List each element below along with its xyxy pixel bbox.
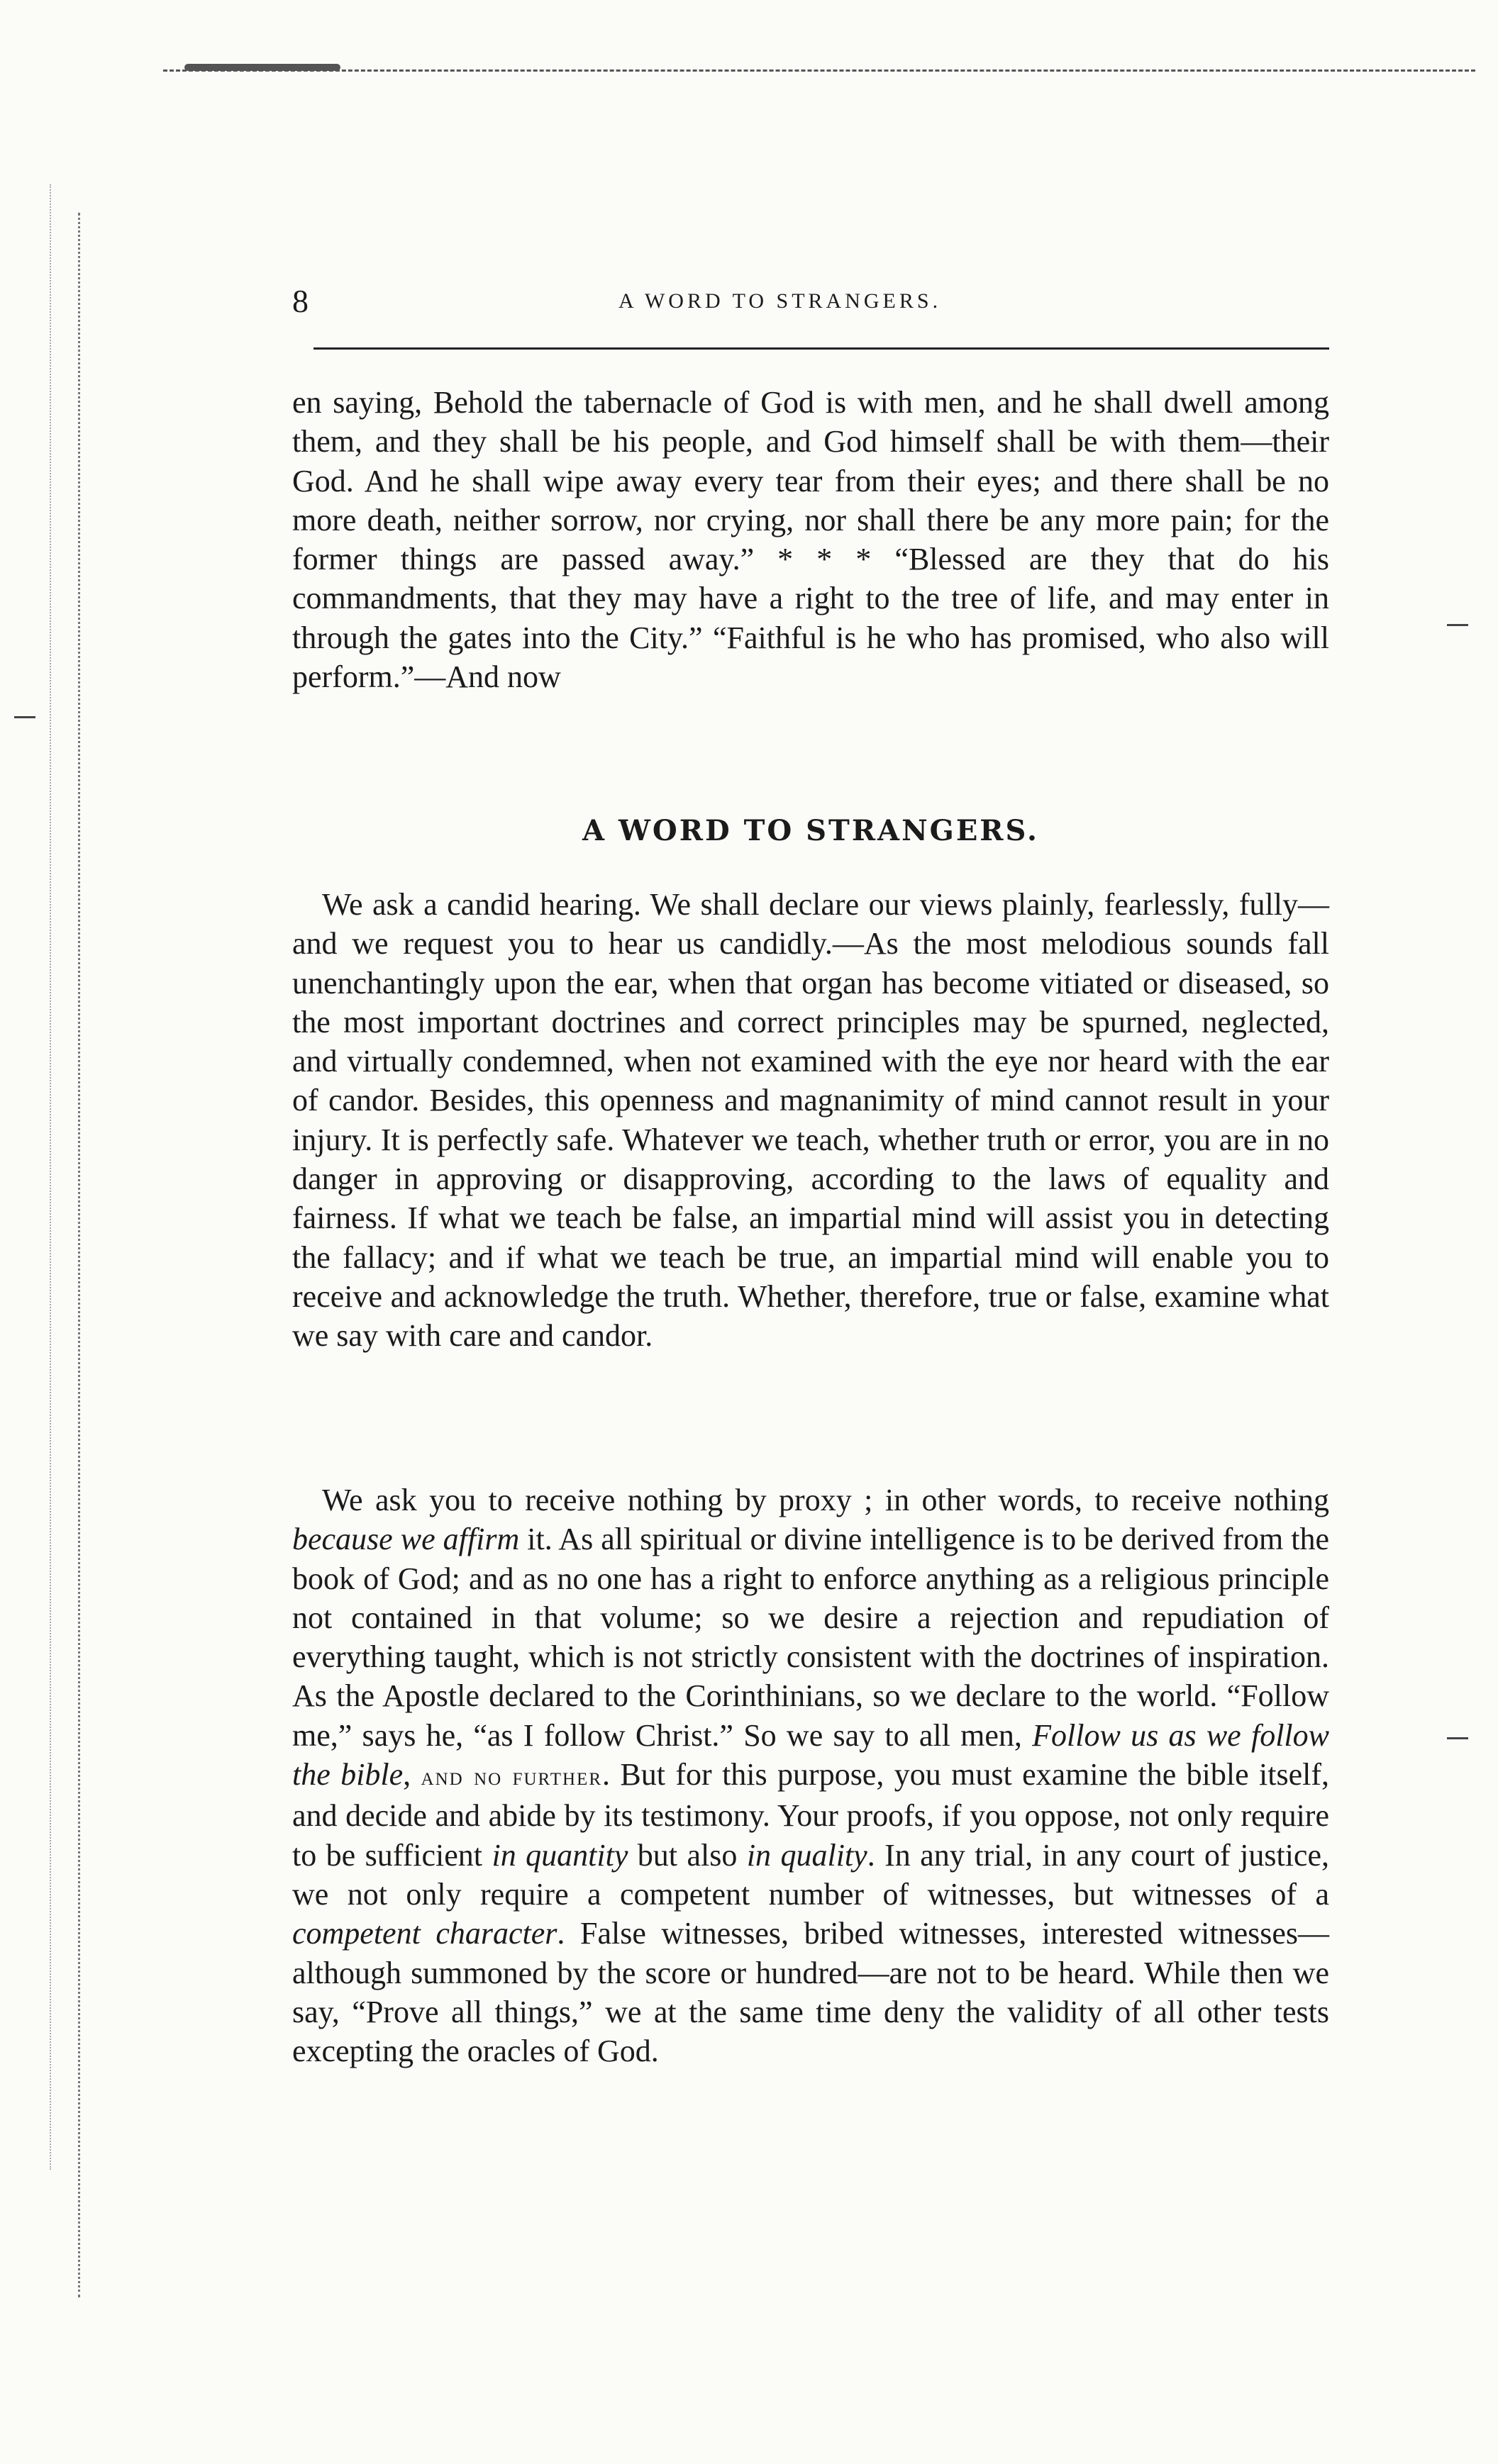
italic-run: in quality <box>746 1837 867 1873</box>
page-header <box>292 282 1329 318</box>
text-run: it. As all spiritual or divine intelligence is to be derived from the book of God; and as no one has a right to enforce anything as a religious principle not contained in that volume; so we desire a rejection and repudiation of everything taught, which is not strictly consistent with the doctrines of inspiration. As the Apostle declared to the Corinthinians, so we declare to the world. “Follow me,” says he, “as I follow Christ.” So we say to all men, <box>292 1522 1329 1753</box>
margin-mark <box>1447 624 1468 626</box>
italic-run: because we affirm <box>292 1522 520 1557</box>
margin-mark <box>1447 1737 1468 1739</box>
scan-binding-edge-outer <box>50 184 65 2170</box>
paragraph-proxy <box>292 1481 1329 2070</box>
text-run: , <box>403 1757 421 1793</box>
margin-mark <box>14 716 35 718</box>
italic-run: competent character <box>292 1916 557 1951</box>
text-run: We ask you to receive nothing by proxy ; in other words, to receive nothing <box>322 1483 1329 1517</box>
scan-binding-edge <box>78 213 101 2297</box>
section-heading: A WORD TO STRANGERS. <box>582 814 1039 847</box>
paragraph-continued: en saying, Behold the tabernacle of God is with men, and he shall dwell among them, and they shall be his people, and God himself shall be with them—their God. And he shall wipe away every tear from their eyes; and there shall be no more death, neither sorrow, nor crying, nor shall there be any more pain; for the former things are passed away.” * * * “Blessed are they that do his commandments, that they may have a right to the tree of life, and may enter in through the gates into the City.” “Faithful is he who has promised, who also will perform.”—And now <box>292 385 1329 695</box>
text-run: . False witnesses, bribed witnesses, interested witnesses—although summoned by the score or hundred—are not to be heard. While then we say, “Prove all things,” we at the same time deny the validity of all other tests excepting the oracles of God. <box>292 1916 1329 2069</box>
small-caps-run: and no further <box>421 1762 603 1791</box>
paragraph-candid-hearing: We ask a candid hearing. We shall declare our views plainly, fearlessly, fully—and we request you to hear us candidly.—As the most melodious sounds fall unenchantingly upon the ear, when that organ has become vitiated or diseased, so the most important doctrines and correct principles may be spurned, neglected, and virtually condemned, when not examined with the eye nor heard with the ear of candor. Besides, this openness and magnanimity of mind cannot result in your injury. It is perfectly safe. Whatever we teach, whether truth or error, you are in no danger in approving or disapproving, according to the laws of equality and fairness. If what we teach be false, an impartial mind will assist you in detecting the fallacy; and if what we teach be true, an impartial mind will enable you to receive and acknowledge the truth. Whether, therefore, true or false, examine what we say with care and candor. <box>292 887 1329 1354</box>
running-head: A WORD TO STRANGERS. <box>618 289 942 313</box>
scan-top-edge <box>163 69 1475 72</box>
text-run: . In any trial, in any court of justice, we not only require a competent number of witnesses, but witnesses of a <box>292 1837 1329 1912</box>
italic-run: in quantity <box>492 1837 628 1873</box>
italic-run: Follow us as we follow the bible <box>292 1717 1329 1793</box>
text-run: but also <box>628 1837 747 1873</box>
header-rule <box>314 347 1329 350</box>
text-run: . But for this purpose, you must examine the bible itself, and decide and abide by its testimony. Your proofs, if you oppose, not only require to be sufficient <box>292 1757 1330 1873</box>
page-number: 8 <box>292 283 309 319</box>
